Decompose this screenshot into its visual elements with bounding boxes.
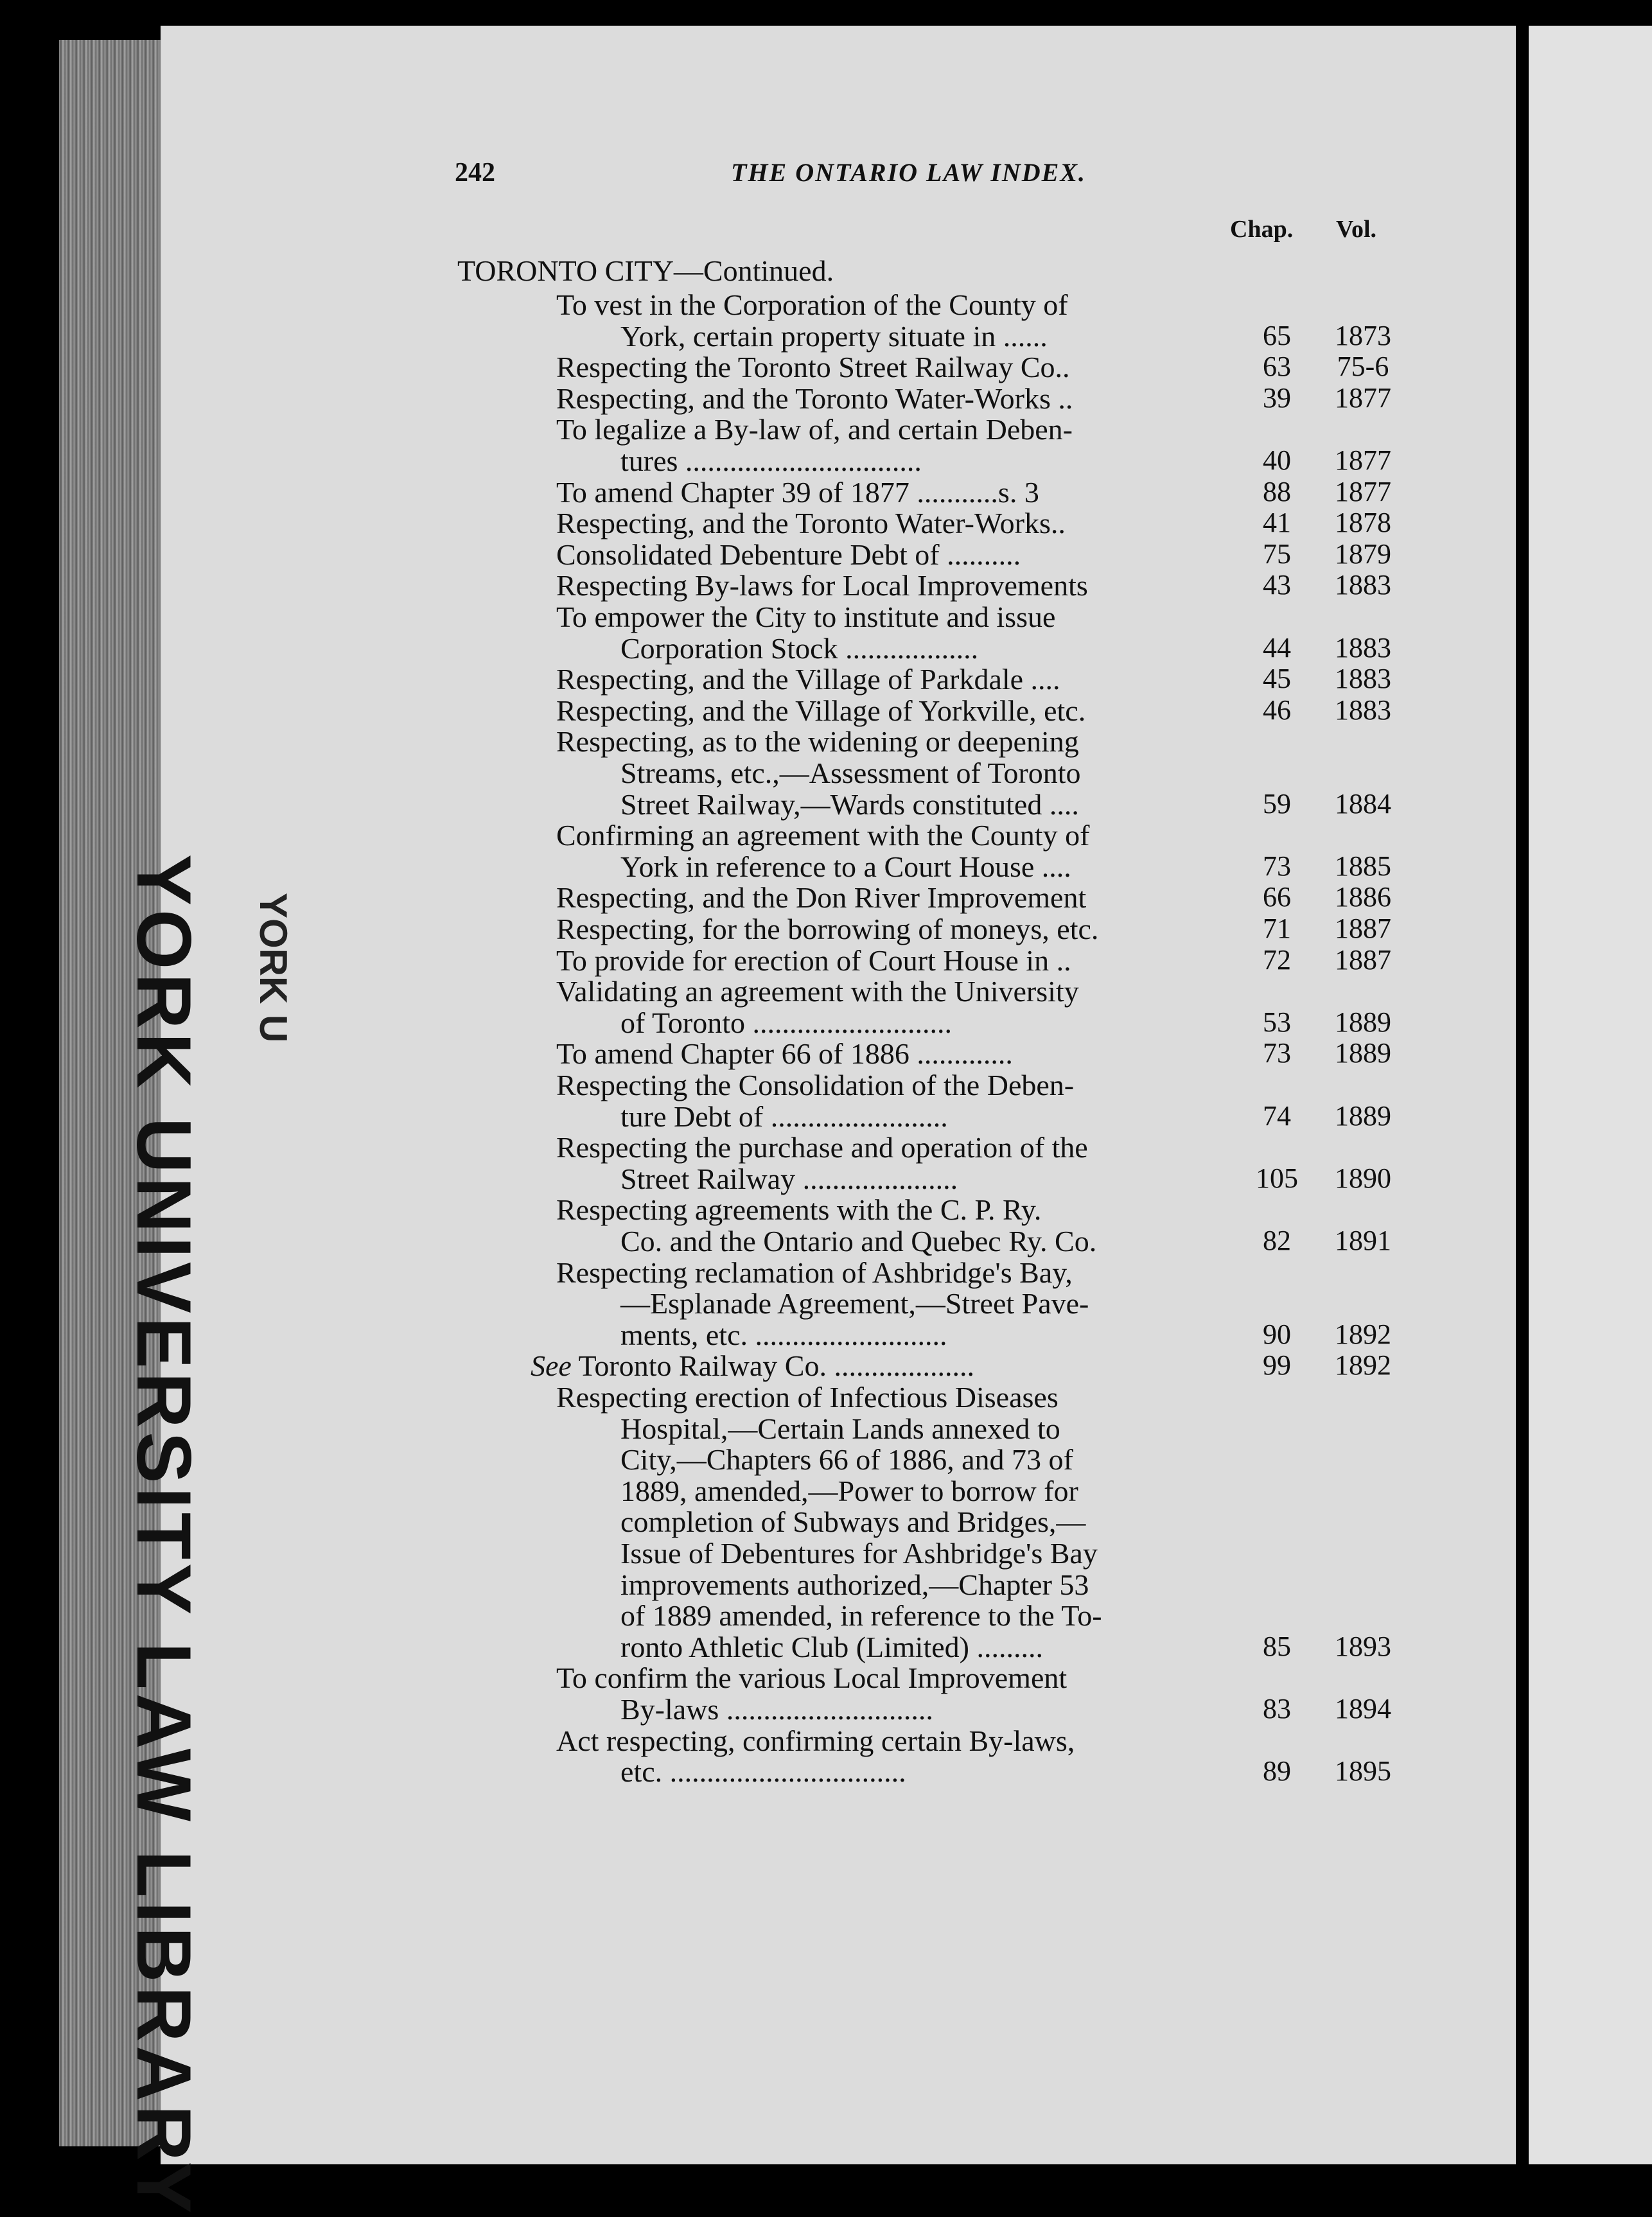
entry-chapter: 71 — [1263, 913, 1291, 944]
entry-text-continued: of 1889 amended, in reference to the To- — [620, 1599, 1102, 1633]
entry-volume: 1892 — [1335, 1349, 1391, 1381]
entry-text-continued: tures ................................ — [620, 444, 922, 477]
entry-text-continued: Street Railway,—Wards constituted .... — [620, 787, 1079, 821]
entry-chapter: 39 — [1263, 381, 1291, 414]
entry-volume: 1873 — [1335, 319, 1391, 351]
entry-volume: 1883 — [1335, 694, 1391, 726]
facing-page-edge — [1529, 26, 1652, 2164]
entry-text: Consolidated Debenture Debt of .......... — [556, 538, 1021, 571]
entry-chapter: 40 — [1263, 444, 1291, 476]
entry-text: To legalize a By-law of, and certain Deben- — [556, 413, 1073, 446]
entry-volume: 1877 — [1335, 381, 1391, 414]
entry-text: To amend Chapter 66 of 1886 ............. — [556, 1037, 1013, 1071]
entry-text-continued: Co. and the Ontario and Quebec Ry. Co. — [620, 1225, 1097, 1257]
entry-text-continued: By-laws ............................ — [620, 1693, 933, 1726]
entry-volume: 75-6 — [1337, 351, 1389, 383]
entry-text-continued: of Toronto ........................... — [620, 1006, 952, 1039]
entry-text: Respecting, as to the widening or deepening — [556, 725, 1079, 758]
section-heading: TORONTO CITY—Continued. — [457, 254, 834, 287]
entry-text-continued: City,—Chapters 66 of 1886, and 73 of — [620, 1443, 1073, 1477]
entry-volume: 1877 — [1335, 475, 1391, 507]
entry-text: Respecting the Toronto Street Railway Co.. — [556, 351, 1070, 384]
entry-chapter: 73 — [1263, 1037, 1291, 1069]
entry-text-continued: etc. ................................ — [620, 1755, 906, 1789]
entry-text-continued: ture Debt of ........................ — [620, 1100, 948, 1133]
entry-chapter: 74 — [1263, 1100, 1291, 1132]
entry-text: See Toronto Railway Co. ................... — [531, 1349, 974, 1383]
entry-text: Respecting the purchase and operation of the — [556, 1131, 1088, 1164]
entry-chapter: 46 — [1263, 694, 1291, 726]
entry-text-continued: ronto Athletic Club (Limited) ......... — [620, 1630, 1043, 1663]
entry-chapter: 88 — [1263, 475, 1291, 507]
entry-text: To vest in the Corporation of the County of — [556, 288, 1068, 321]
entry-volume: 1889 — [1335, 1100, 1391, 1132]
entry-text-continued: York, certain property situate in ...... — [620, 319, 1048, 353]
entry-text-continued: York in reference to a Court House .... — [620, 850, 1071, 883]
entry-text: Respecting, and the Don River Improvement — [556, 881, 1087, 915]
entry-volume: 1892 — [1335, 1318, 1391, 1350]
entry-text: Respecting, and the Village of Yorkville, etc. — [556, 694, 1086, 727]
entry-volume: 1893 — [1335, 1630, 1391, 1662]
entry-volume: 1883 — [1335, 631, 1391, 663]
entry-chapter: 45 — [1263, 663, 1291, 695]
entry-chapter: 53 — [1263, 1006, 1291, 1038]
entry-volume: 1885 — [1335, 850, 1391, 882]
entry-text: Validating an agreement with the University — [556, 975, 1079, 1008]
entry-text-continued: Corporation Stock .................. — [620, 631, 979, 665]
library-stamp — [109, 854, 295, 2217]
entry-chapter: 99 — [1263, 1349, 1291, 1381]
entry-text: Respecting erection of Infectious Diseases — [556, 1381, 1059, 1414]
entry-text: Respecting, and the Village of Parkdale .... — [556, 663, 1060, 696]
entry-chapter: 105 — [1256, 1162, 1298, 1194]
entry-volume: 1887 — [1335, 913, 1391, 944]
page-number: 242 — [455, 158, 495, 188]
entry-volume: 1883 — [1335, 663, 1391, 695]
entry-chapter: 59 — [1263, 787, 1291, 819]
entry-text: Respecting, and the Toronto Water-Works .. — [556, 381, 1073, 415]
entry-chapter: 43 — [1263, 569, 1291, 601]
entry-text: Respecting agreements with the C. P. Ry. — [556, 1193, 1042, 1227]
entry-volume: 1879 — [1335, 538, 1391, 570]
entry-text: To provide for erection of Court House in .. — [556, 943, 1071, 977]
entry-text: To confirm the various Local Improvement — [556, 1661, 1068, 1695]
entry-chapter: 41 — [1263, 507, 1291, 539]
entry-chapter: 83 — [1263, 1693, 1291, 1724]
entry-chapter: 89 — [1263, 1755, 1291, 1787]
entry-text: Respecting By-laws for Local Improvements — [556, 569, 1088, 602]
entry-text-continued: ments, etc. .......................... — [620, 1318, 947, 1351]
entry-volume: 1891 — [1335, 1225, 1391, 1256]
entry-volume: 1889 — [1335, 1037, 1391, 1069]
entry-text-continued: completion of Subways and Bridges,— — [620, 1505, 1086, 1539]
entry-text: To empower the City to institute and issue — [556, 600, 1056, 633]
entry-volume: 1887 — [1335, 943, 1391, 976]
entry-text-continued: Streams, etc.,—Assessment of Toronto — [620, 757, 1081, 789]
running-title: THE ONTARIO LAW INDEX. — [731, 158, 1087, 187]
entry-text-continued: Hospital,—Certain Lands annexed to — [620, 1412, 1060, 1445]
entry-text-continued: 1889, amended,—Power to borrow for — [620, 1474, 1078, 1507]
entry-text-continued: Street Railway ..................... — [620, 1162, 958, 1195]
column-header-chap: Chap. — [1230, 216, 1294, 243]
entry-text: Respecting, and the Toronto Water-Works.. — [556, 507, 1066, 540]
entry-chapter: 75 — [1263, 538, 1291, 570]
entry-chapter: 44 — [1263, 631, 1291, 663]
entry-chapter: 73 — [1263, 850, 1291, 882]
entry-chapter: 90 — [1263, 1318, 1291, 1350]
entry-chapter: 65 — [1263, 319, 1291, 351]
library-stamp-text: YORK UNIVERSITY LAW LIBRARY — [121, 854, 207, 2217]
entry-text-continued: —Esplanade Agreement,—Street Pave- — [620, 1287, 1089, 1320]
entry-text: To amend Chapter 39 of 1877 ...........s. 3 — [556, 475, 1039, 509]
entry-text: Respecting, for the borrowing of moneys, etc. — [556, 913, 1099, 945]
entry-volume: 1890 — [1335, 1162, 1391, 1194]
entry-volume: 1894 — [1335, 1693, 1391, 1724]
entry-chapter: 85 — [1263, 1630, 1291, 1662]
entry-volume: 1883 — [1335, 569, 1391, 601]
entry-volume: 1889 — [1335, 1006, 1391, 1038]
entry-volume: 1886 — [1335, 881, 1391, 913]
entry-volume: 1877 — [1335, 444, 1391, 476]
entry-chapter: 82 — [1263, 1225, 1291, 1256]
entry-text: Respecting the Consolidation of the Deben- — [556, 1069, 1075, 1101]
entry-text: Act respecting, confirming certain By-laws, — [556, 1724, 1075, 1757]
entry-chapter: 63 — [1263, 351, 1291, 383]
column-header-vol: Vol. — [1336, 216, 1377, 243]
entry-volume: 1878 — [1335, 507, 1391, 539]
entry-text-continued: improvements authorized,—Chapter 53 — [620, 1568, 1089, 1601]
entry-chapter: 66 — [1263, 881, 1291, 913]
entry-volume: 1884 — [1335, 787, 1391, 819]
entry-chapter: 72 — [1263, 943, 1291, 976]
entry-text: Respecting reclamation of Ashbridge's Bay, — [556, 1256, 1073, 1289]
entry-text: Confirming an agreement with the County of — [556, 819, 1090, 852]
library-stamp-text-secondary: YORK U — [252, 893, 295, 1043]
entry-volume: 1895 — [1335, 1755, 1391, 1787]
page-header — [455, 157, 1380, 196]
entry-text-continued: Issue of Debentures for Ashbridge's Bay — [620, 1537, 1098, 1570]
